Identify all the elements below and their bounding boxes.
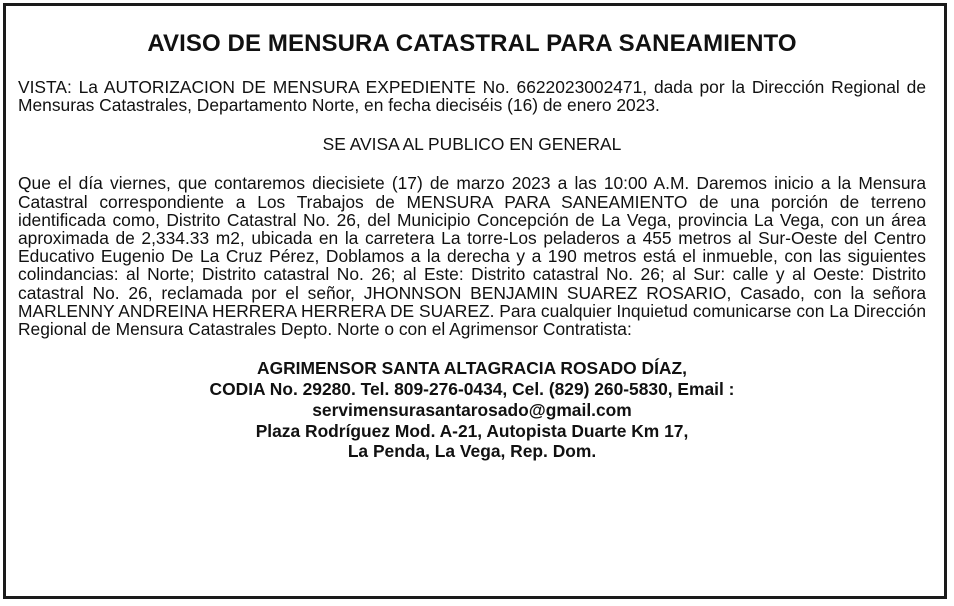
surveyor-contact: CODIA No. 29280. Tel. 809-276-0434, Cel. (829) 260-5830, Email : [209,379,735,400]
notice-title: AVISO DE MENSURA CATASTRAL PARA SANEAMIENTO [147,30,797,57]
notice-body-paragraph: Que el día viernes, que contaremos diecisiete (17) de marzo 2023 a las 10:00 A.M. Daremos inicio a la Mensura Catastral correspondiente a Los Trabajos de MENSURA PARA SANEAMIENTO de una porción de terreno identificada como, Distrito Catastral No. 26, del Municipio Concepción de La Vega, provincia La Vega, con un área aproximada de 2,334.33 m2, ubicada en la carretera La torre-Los peladeros a 455 metros al Sur-Oeste del Centro Educativo Eugenio De La Cruz Pérez, Doblamos a la derecha y a 190 metros está el inmueble, con las siguientes colindancias: al Norte; Distrito catastral No. 26; al Este: Distrito catastral No. 26; al Sur: calle y al Oeste: Distrito catastral No. 26, reclamada por el señor, JHONNSON BENJAMIN SUAREZ ROSARIO, Casado, con la señora MARLENNY ANDREINA HERRERA HERRERA DE SUAREZ. Para cualquier Inquietud comunicarse con La Dirección Regional de Mensura Catastrales Depto. Norte o con el Agrimensor Contratista: [18,173,926,340]
surveyor-city: La Penda, La Vega, Rep. Dom. [347,441,597,462]
surveyor-address: Plaza Rodríguez Mod. A-21, Autopista Duarte Km 17, [255,420,689,441]
public-notice-heading: SE AVISA AL PUBLICO EN GENERAL [322,134,622,155]
notice-content [18,30,926,462]
vista-paragraph: VISTA: La AUTORIZACION DE MENSURA EXPEDIENTE No. 6622023002471, dada por la Dirección Regional de Mensuras Catastrales, Departamento Norte, en fecha dieciséis (16) de enero 2023. [18,77,926,116]
surveyor-signature-block [18,358,926,462]
surveyor-email: servimensurasantarosado@gmail.com [312,399,632,420]
surveyor-name: AGRIMENSOR SANTA ALTAGRACIA ROSADO DÍAZ, [257,358,687,379]
